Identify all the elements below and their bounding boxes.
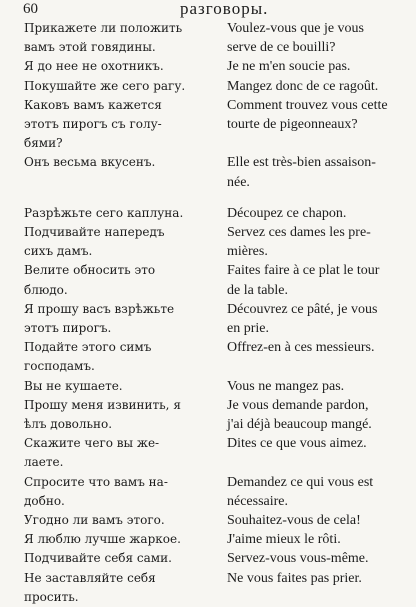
dialogue-row (24, 77, 404, 96)
dialogue-row (24, 530, 404, 549)
dialogue-row (24, 338, 404, 376)
french-phrase: Découvrez ce pâté, je vous en prie. (227, 301, 378, 337)
french-phrase: Découpez ce chapon. (227, 205, 347, 221)
russian-phrase: Я до нее не охотникъ. (24, 59, 164, 74)
dialogue-row (24, 473, 404, 511)
dialogue-row (24, 377, 404, 396)
dialogue-row (24, 19, 404, 57)
russian-phrase: Покушайте же сего рагу. (24, 78, 186, 93)
russian-phrase: Подчивайте напередъ сихъ дамъ. (24, 225, 165, 259)
dialogue-row (24, 96, 404, 154)
french-phrase: Elle est très-bien assaison- née. (227, 155, 376, 190)
dialogue-row (24, 223, 404, 261)
dialogue-row (24, 396, 404, 434)
dialogue-row (24, 57, 404, 76)
french-phrase: Demandez ce qui vous est nécessaire. (227, 474, 374, 509)
french-phrase: Souhaitez-vous de cela! (227, 513, 361, 529)
russian-phrase: Не заставляйте себя просить. (24, 570, 156, 604)
french-phrase: Offrez-en à ces messieurs. (227, 340, 375, 356)
french-phrase: J'aime mieux le rôti. (227, 532, 341, 548)
french-phrase: Je vous demande pardon, j'ai déjà beaucoup mangé. (227, 397, 372, 433)
russian-phrase: Вы не кушаете. (24, 378, 123, 393)
dialogue-row (24, 300, 404, 338)
russian-phrase: Разрѣжьте сего каплуна. (24, 205, 184, 220)
dialogue-columns (24, 19, 404, 607)
french-phrase: Faites faire à ce plat le tour de la table. (227, 263, 380, 298)
dialogue-row (24, 569, 404, 607)
russian-phrase: Прошу меня извинить, я ѣлъ довольно. (24, 397, 181, 432)
french-phrase: Voulez-vous que je vous serve de ce bouilli? (227, 21, 364, 56)
french-phrase: Dites ce que vous aimez. (227, 436, 367, 452)
dialogue-row (24, 434, 404, 472)
french-phrase: Servez-vous vous-même. (227, 551, 369, 567)
french-phrase: Je ne m'en soucie pas. (227, 59, 351, 75)
french-phrase: Comment trouvez vous cette tourte de pigeonneaux? (227, 97, 388, 133)
russian-phrase: Подайте этого симъ господамъ. (24, 340, 152, 374)
russian-phrase: Угодно ли вамъ этого. (24, 513, 165, 528)
dialogue-row (24, 153, 404, 191)
russian-phrase: Скажите чего вы же- лаете. (24, 436, 160, 470)
russian-phrase: Онъ весьма вкусенъ. (24, 155, 156, 170)
dialogue-row (24, 261, 404, 299)
russian-phrase: Спросите что вамъ на- добно. (24, 474, 168, 508)
dialogue-row (24, 511, 404, 530)
dialogue-row (24, 204, 404, 223)
russian-phrase: Я люблю лучше жаркое. (24, 532, 181, 547)
french-phrase: Mangez donc de ce ragoût. (227, 78, 379, 94)
russian-phrase: Велите обносить это блюдо. (24, 263, 156, 297)
russian-phrase: Подчивайте себя сами. (24, 551, 172, 566)
french-phrase: Vous ne mangez pas. (227, 378, 345, 394)
french-phrase: Servez ces dames les pre- mières. (227, 225, 371, 260)
page-number: 60 (23, 1, 38, 17)
running-head: разговоры. (180, 0, 269, 18)
russian-phrase: Прикажете ли положить вамъ этой говядины. (24, 21, 183, 55)
french-phrase: Ne vous faites pas prier. (227, 570, 362, 586)
russian-phrase: Каковъ вамъ кажется этотъ пирогъ съ голу- бями? (24, 97, 162, 151)
russian-phrase: Я прошу васъ взрѣжьте этотъ пирогъ. (24, 301, 175, 336)
dialogue-row (24, 549, 404, 568)
